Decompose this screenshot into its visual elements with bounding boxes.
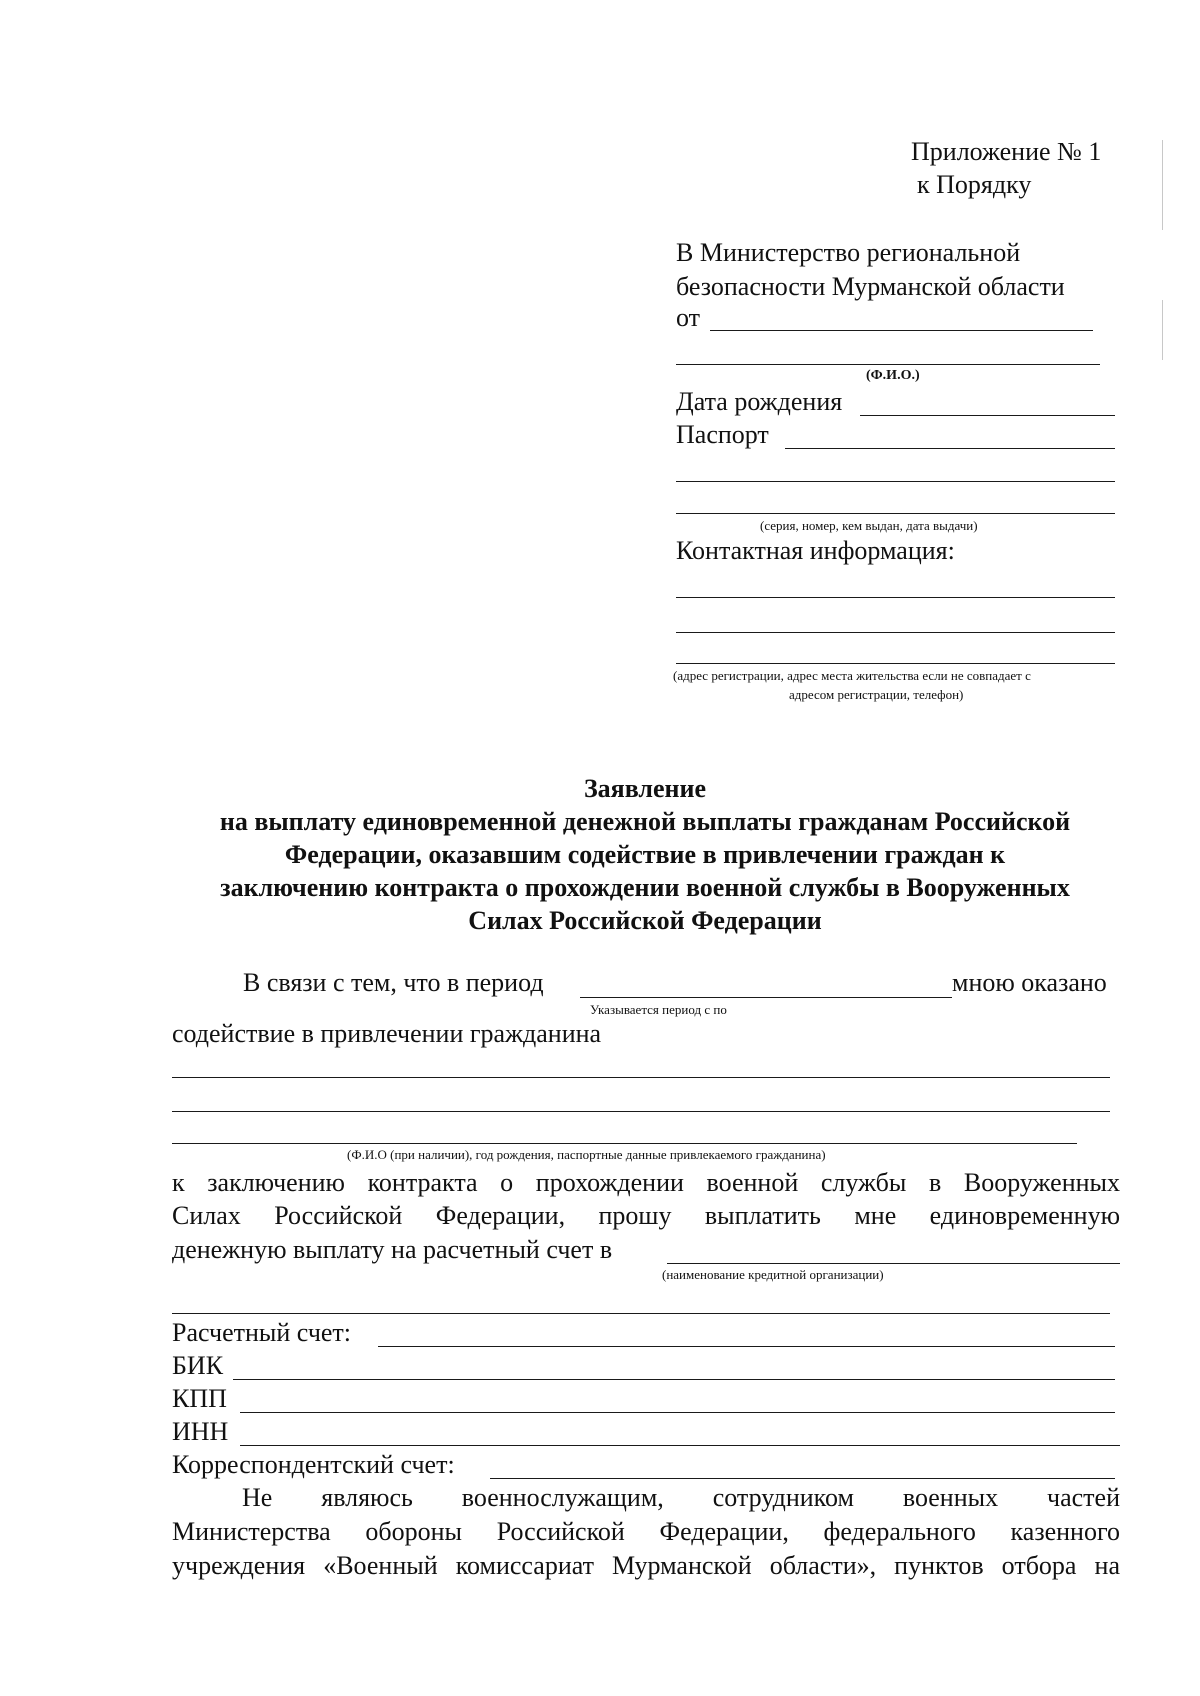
bik-label: БИК (172, 1351, 224, 1380)
contact-info-label: Контактная информация: (676, 536, 955, 565)
bank-name-field-line-2[interactable] (172, 1313, 1110, 1314)
kpp-field-line[interactable] (240, 1412, 1115, 1413)
citizen-field-line-1[interactable] (172, 1077, 1110, 1078)
from-label: от (676, 303, 701, 332)
paragraph-line-3: денежную выплату на расчетный счет в (172, 1235, 613, 1264)
period-field-line[interactable] (580, 997, 952, 998)
contact-caption-1: (адрес регистрации, адрес места жительства если не совпадает с (673, 668, 1031, 683)
citizen-field-line-3[interactable] (172, 1143, 1077, 1144)
inn-label: ИНН (172, 1417, 229, 1446)
addressee-line-1: В Министерство региональной (676, 238, 1021, 267)
appendix-number: Приложение № 1 (911, 137, 1102, 166)
addressee-line-2: безопасности Мурманской области (676, 272, 1065, 301)
title-line-2: на выплату единовременной денежной выплаты гражданам Российской (219, 807, 1071, 836)
final-line-3: учреждения «Военный комиссариат Мурманской области», пунктов отбора на (172, 1551, 1120, 1580)
title-line-3: Федерации, оказавшим содействие в привлечении граждан к (284, 840, 1006, 869)
corr-account-field-line[interactable] (490, 1478, 1115, 1479)
assist-text: содействие в привлечении гражданина (172, 1019, 602, 1048)
birth-date-label: Дата рождения (676, 387, 843, 416)
birth-date-field-line[interactable] (860, 415, 1115, 416)
final-line-2: Министерства обороны Российской Федерации, федерального казенного (172, 1517, 1120, 1546)
from-name-field-line-2[interactable] (676, 364, 1100, 365)
passport-field-line-1[interactable] (785, 448, 1115, 449)
paragraph-line-1: к заключению контракта о прохождении военной службы в Вооруженных (172, 1168, 1120, 1197)
bank-name-field-line[interactable] (667, 1263, 1120, 1264)
bik-field-line[interactable] (233, 1379, 1115, 1380)
citizen-caption: (Ф.И.О (при наличии), год рождения, паспортные данные привлекаемого гражданина) (347, 1147, 826, 1162)
inn-field-line[interactable] (240, 1445, 1120, 1446)
from-name-field-line[interactable] (710, 330, 1093, 331)
passport-field-line-2[interactable] (676, 481, 1115, 482)
document-title (150, 772, 1140, 937)
passport-caption: (серия, номер, кем выдан, дата выдачи) (760, 518, 978, 533)
contact-field-line-2[interactable] (676, 632, 1115, 633)
title-line-4: заключению контракта о прохождении военной службы в Вооруженных (220, 873, 1070, 902)
title-line-5: Силах Российской Федерации (468, 906, 822, 935)
contact-field-line-1[interactable] (676, 597, 1115, 598)
period-prefix-text: В связи с тем, что в период (243, 968, 544, 997)
passport-field-line-3[interactable] (676, 513, 1115, 514)
scan-edge-mark (1162, 300, 1163, 360)
account-field-line[interactable] (378, 1346, 1115, 1347)
kpp-label: КПП (172, 1384, 227, 1413)
bank-caption: (наименование кредитной организации) (662, 1267, 884, 1282)
passport-label: Паспорт (676, 420, 769, 449)
period-caption: Указывается период с по (590, 1002, 727, 1017)
citizen-field-line-2[interactable] (172, 1111, 1110, 1112)
account-label: Расчетный счет: (172, 1318, 352, 1347)
period-suffix-text: мною оказано (952, 968, 1107, 997)
paragraph-line-2: Силах Российской Федерации, прошу выплатить мне единовременную (172, 1201, 1120, 1230)
fio-caption: (Ф.И.О.) (866, 368, 920, 383)
contact-field-line-3[interactable] (676, 663, 1115, 664)
scan-edge-mark (1162, 140, 1163, 230)
corr-account-label: Корреспондентский счет: (172, 1450, 455, 1479)
title-line-1: Заявление (583, 774, 707, 803)
contact-caption-2: адресом регистрации, телефон) (789, 687, 964, 702)
appendix-reference: к Порядку (917, 170, 1032, 199)
final-line-1: Не являюсь военнослужащим, сотрудником военных частей (242, 1483, 1120, 1512)
